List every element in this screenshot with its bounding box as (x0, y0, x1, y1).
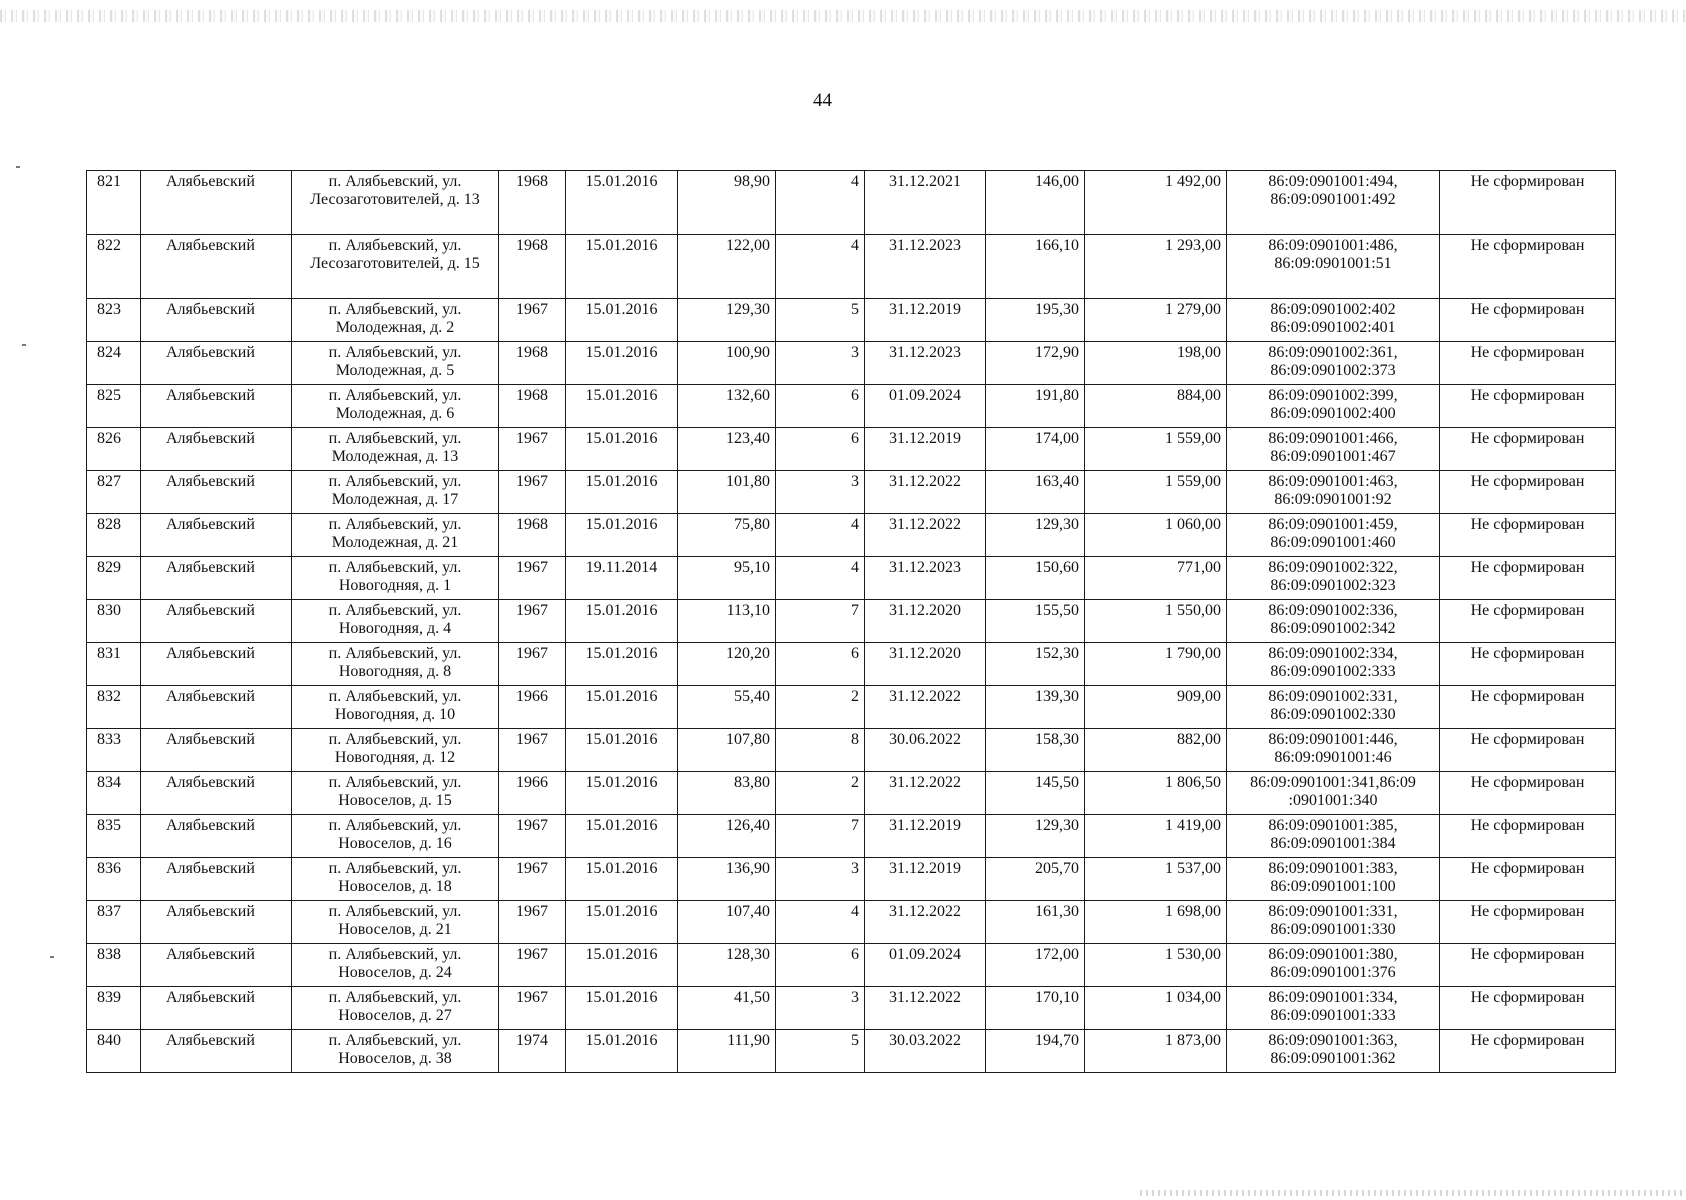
cell-address: п. Алябьевский, ул. Новоселов, д. 15 (292, 772, 499, 815)
cell-number: 823 (87, 299, 141, 342)
cell-date-planned: 31.12.2022 (865, 772, 986, 815)
cell-count: 7 (776, 815, 865, 858)
cell-cadastral: 86:09:0901002:361, 86:09:0901002:373 (1227, 342, 1440, 385)
cell-settlement: Алябьевский (141, 600, 292, 643)
cell-date-inspection: 15.01.2016 (566, 1030, 678, 1073)
cell-value-1: 195,30 (986, 299, 1085, 342)
cell-date-inspection: 15.01.2016 (566, 901, 678, 944)
cell-cadastral: 86:09:0901001:385, 86:09:0901001:384 (1227, 815, 1440, 858)
cell-status: Не сформирован (1440, 514, 1616, 557)
table-row (87, 1030, 1616, 1073)
table-body (87, 171, 1616, 1073)
cell-count: 8 (776, 729, 865, 772)
cell-cadastral: 86:09:0901001:463, 86:09:0901001:92 (1227, 471, 1440, 514)
cell-settlement: Алябьевский (141, 643, 292, 686)
cell-status: Не сформирован (1440, 171, 1616, 235)
cell-area: 120,20 (678, 643, 776, 686)
cell-count: 4 (776, 235, 865, 299)
cell-value-2: 1 537,00 (1085, 858, 1227, 901)
cell-date-inspection: 15.01.2016 (566, 342, 678, 385)
scan-noise-bottom (1140, 1190, 1686, 1196)
table-row (87, 987, 1616, 1030)
cell-year: 1967 (499, 729, 566, 772)
cell-year: 1968 (499, 235, 566, 299)
cell-date-planned: 31.12.2019 (865, 858, 986, 901)
cell-date-planned: 31.12.2022 (865, 901, 986, 944)
cell-year: 1967 (499, 858, 566, 901)
cell-value-1: 205,70 (986, 858, 1085, 901)
cell-status: Не сформирован (1440, 1030, 1616, 1073)
cell-value-1: 145,50 (986, 772, 1085, 815)
cell-year: 1968 (499, 514, 566, 557)
cell-area: 111,90 (678, 1030, 776, 1073)
cell-settlement: Алябьевский (141, 772, 292, 815)
cell-cadastral: 86:09:0901002:322, 86:09:0901002:323 (1227, 557, 1440, 600)
cell-year: 1967 (499, 299, 566, 342)
table-row (87, 299, 1616, 342)
cell-value-1: 194,70 (986, 1030, 1085, 1073)
cell-count: 3 (776, 342, 865, 385)
cell-address: п. Алябьевский, ул. Молодежная, д. 6 (292, 385, 499, 428)
cell-settlement: Алябьевский (141, 686, 292, 729)
cell-value-1: 152,30 (986, 643, 1085, 686)
table-row (87, 235, 1616, 299)
cell-cadastral: 86:09:0901001:383, 86:09:0901001:100 (1227, 858, 1440, 901)
cell-date-planned: 31.12.2023 (865, 342, 986, 385)
margin-mark (50, 956, 54, 958)
cell-status: Не сформирован (1440, 428, 1616, 471)
cell-settlement: Алябьевский (141, 299, 292, 342)
cell-date-planned: 31.12.2022 (865, 987, 986, 1030)
cell-count: 6 (776, 428, 865, 471)
cell-date-inspection: 15.01.2016 (566, 385, 678, 428)
table-row (87, 428, 1616, 471)
cell-address: п. Алябьевский, ул. Молодежная, д. 17 (292, 471, 499, 514)
cell-number: 831 (87, 643, 141, 686)
cell-number: 840 (87, 1030, 141, 1073)
cell-area: 55,40 (678, 686, 776, 729)
table-row (87, 514, 1616, 557)
cell-settlement: Алябьевский (141, 729, 292, 772)
cell-value-1: 158,30 (986, 729, 1085, 772)
cell-settlement: Алябьевский (141, 342, 292, 385)
cell-number: 837 (87, 901, 141, 944)
cell-value-1: 172,90 (986, 342, 1085, 385)
cell-status: Не сформирован (1440, 385, 1616, 428)
cell-address: п. Алябьевский, ул. Новоселов, д. 38 (292, 1030, 499, 1073)
cell-number: 828 (87, 514, 141, 557)
cell-status: Не сформирован (1440, 643, 1616, 686)
cell-date-inspection: 15.01.2016 (566, 235, 678, 299)
cell-number: 830 (87, 600, 141, 643)
cell-cadastral: 86:09:0901001:446, 86:09:0901001:46 (1227, 729, 1440, 772)
cell-value-2: 1 034,00 (1085, 987, 1227, 1030)
cell-count: 5 (776, 299, 865, 342)
cell-status: Не сформирован (1440, 987, 1616, 1030)
cell-area: 126,40 (678, 815, 776, 858)
table-row (87, 600, 1616, 643)
page-number: 44 (813, 90, 832, 111)
cell-number: 839 (87, 987, 141, 1030)
cell-settlement: Алябьевский (141, 235, 292, 299)
cell-count: 3 (776, 858, 865, 901)
cell-status: Не сформирован (1440, 557, 1616, 600)
cell-value-1: 174,00 (986, 428, 1085, 471)
table-row (87, 772, 1616, 815)
cell-date-inspection: 15.01.2016 (566, 514, 678, 557)
cell-count: 6 (776, 643, 865, 686)
table-row (87, 643, 1616, 686)
cell-count: 2 (776, 772, 865, 815)
table-row (87, 557, 1616, 600)
cell-date-inspection: 15.01.2016 (566, 471, 678, 514)
cell-date-inspection: 15.01.2016 (566, 815, 678, 858)
cell-area: 122,00 (678, 235, 776, 299)
cell-address: п. Алябьевский, ул. Лесозаготовителей, д. 15 (292, 235, 499, 299)
cell-date-inspection: 15.01.2016 (566, 987, 678, 1030)
cell-date-planned: 31.12.2021 (865, 171, 986, 235)
cell-value-2: 1 698,00 (1085, 901, 1227, 944)
cell-number: 822 (87, 235, 141, 299)
cell-settlement: Алябьевский (141, 385, 292, 428)
cell-count: 5 (776, 1030, 865, 1073)
cell-date-inspection: 15.01.2016 (566, 171, 678, 235)
table-row (87, 342, 1616, 385)
cell-settlement: Алябьевский (141, 987, 292, 1030)
cell-address: п. Алябьевский, ул. Молодежная, д. 13 (292, 428, 499, 471)
cell-value-2: 1 419,00 (1085, 815, 1227, 858)
cell-cadastral: 86:09:0901001:380, 86:09:0901001:376 (1227, 944, 1440, 987)
cell-year: 1967 (499, 901, 566, 944)
cell-settlement: Алябьевский (141, 514, 292, 557)
cell-area: 41,50 (678, 987, 776, 1030)
cell-status: Не сформирован (1440, 235, 1616, 299)
cell-status: Не сформирован (1440, 858, 1616, 901)
cell-number: 829 (87, 557, 141, 600)
cell-status: Не сформирован (1440, 772, 1616, 815)
cell-area: 128,30 (678, 944, 776, 987)
cell-area: 107,40 (678, 901, 776, 944)
cell-year: 1967 (499, 987, 566, 1030)
cell-status: Не сформирован (1440, 944, 1616, 987)
cell-settlement: Алябьевский (141, 858, 292, 901)
cell-cadastral: 86:09:0901001:334, 86:09:0901001:333 (1227, 987, 1440, 1030)
cell-cadastral: 86:09:0901001:494, 86:09:0901001:492 (1227, 171, 1440, 235)
cell-value-2: 1 873,00 (1085, 1030, 1227, 1073)
cell-date-planned: 01.09.2024 (865, 944, 986, 987)
cell-settlement: Алябьевский (141, 1030, 292, 1073)
cell-area: 95,10 (678, 557, 776, 600)
cell-area: 113,10 (678, 600, 776, 643)
cell-value-1: 129,30 (986, 514, 1085, 557)
cell-status: Не сформирован (1440, 686, 1616, 729)
cell-year: 1966 (499, 772, 566, 815)
cell-status: Не сформирован (1440, 299, 1616, 342)
cell-cadastral: 86:09:0901001:331, 86:09:0901001:330 (1227, 901, 1440, 944)
cell-settlement: Алябьевский (141, 901, 292, 944)
cell-count: 4 (776, 557, 865, 600)
cell-date-inspection: 15.01.2016 (566, 643, 678, 686)
cell-value-2: 884,00 (1085, 385, 1227, 428)
cell-area: 136,90 (678, 858, 776, 901)
cell-number: 832 (87, 686, 141, 729)
cell-cadastral: 86:09:0901002:331, 86:09:0901002:330 (1227, 686, 1440, 729)
cell-value-2: 1 559,00 (1085, 471, 1227, 514)
cell-date-planned: 31.12.2023 (865, 557, 986, 600)
cell-status: Не сформирован (1440, 471, 1616, 514)
cell-date-planned: 31.12.2022 (865, 471, 986, 514)
cell-settlement: Алябьевский (141, 171, 292, 235)
scan-noise-top (0, 10, 1686, 22)
cell-year: 1967 (499, 643, 566, 686)
cell-value-2: 1 806,50 (1085, 772, 1227, 815)
cell-area: 98,90 (678, 171, 776, 235)
cell-address: п. Алябьевский, ул. Молодежная, д. 5 (292, 342, 499, 385)
cell-area: 107,80 (678, 729, 776, 772)
cell-count: 3 (776, 471, 865, 514)
cell-date-planned: 31.12.2022 (865, 514, 986, 557)
cell-date-inspection: 19.11.2014 (566, 557, 678, 600)
table-row (87, 901, 1616, 944)
cell-settlement: Алябьевский (141, 428, 292, 471)
cell-value-2: 1 492,00 (1085, 171, 1227, 235)
cell-address: п. Алябьевский, ул. Лесозаготовителей, д. 13 (292, 171, 499, 235)
cell-value-1: 170,10 (986, 987, 1085, 1030)
cell-count: 2 (776, 686, 865, 729)
cell-number: 838 (87, 944, 141, 987)
cell-settlement: Алябьевский (141, 815, 292, 858)
cell-year: 1968 (499, 385, 566, 428)
cell-address: п. Алябьевский, ул. Новоселов, д. 16 (292, 815, 499, 858)
cell-address: п. Алябьевский, ул. Молодежная, д. 21 (292, 514, 499, 557)
cell-cadastral: 86:09:0901002:402 86:09:0901002:401 (1227, 299, 1440, 342)
cell-address: п. Алябьевский, ул. Новогодняя, д. 8 (292, 643, 499, 686)
cell-date-planned: 31.12.2023 (865, 235, 986, 299)
cell-status: Не сформирован (1440, 729, 1616, 772)
cell-count: 6 (776, 385, 865, 428)
cell-date-planned: 01.09.2024 (865, 385, 986, 428)
cell-count: 7 (776, 600, 865, 643)
cell-count: 3 (776, 987, 865, 1030)
cell-number: 826 (87, 428, 141, 471)
cell-date-inspection: 15.01.2016 (566, 428, 678, 471)
cell-address: п. Алябьевский, ул. Новоселов, д. 24 (292, 944, 499, 987)
cell-value-2: 909,00 (1085, 686, 1227, 729)
cell-value-2: 1 559,00 (1085, 428, 1227, 471)
cell-number: 821 (87, 171, 141, 235)
cell-number: 824 (87, 342, 141, 385)
cell-date-inspection: 15.01.2016 (566, 600, 678, 643)
cell-date-planned: 31.12.2019 (865, 299, 986, 342)
table-row (87, 944, 1616, 987)
cell-settlement: Алябьевский (141, 471, 292, 514)
cell-value-1: 166,10 (986, 235, 1085, 299)
cell-value-1: 129,30 (986, 815, 1085, 858)
cell-address: п. Алябьевский, ул. Новогодняя, д. 1 (292, 557, 499, 600)
cell-area: 83,80 (678, 772, 776, 815)
cell-area: 100,90 (678, 342, 776, 385)
cell-year: 1974 (499, 1030, 566, 1073)
cell-cadastral: 86:09:0901001:341,86:09 :0901001:340 (1227, 772, 1440, 815)
cell-cadastral: 86:09:0901001:466, 86:09:0901001:467 (1227, 428, 1440, 471)
cell-date-planned: 30.06.2022 (865, 729, 986, 772)
cell-date-inspection: 15.01.2016 (566, 944, 678, 987)
cell-settlement: Алябьевский (141, 557, 292, 600)
cell-year: 1966 (499, 686, 566, 729)
cell-address: п. Алябьевский, ул. Новоселов, д. 21 (292, 901, 499, 944)
cell-cadastral: 86:09:0901002:399, 86:09:0901002:400 (1227, 385, 1440, 428)
cell-cadastral: 86:09:0901001:459, 86:09:0901001:460 (1227, 514, 1440, 557)
cell-value-1: 146,00 (986, 171, 1085, 235)
cell-date-planned: 30.03.2022 (865, 1030, 986, 1073)
cell-date-inspection: 15.01.2016 (566, 299, 678, 342)
cell-number: 827 (87, 471, 141, 514)
cell-value-1: 191,80 (986, 385, 1085, 428)
cell-year: 1967 (499, 557, 566, 600)
cell-value-1: 150,60 (986, 557, 1085, 600)
margin-mark (22, 344, 26, 346)
cell-count: 4 (776, 901, 865, 944)
cell-address: п. Алябьевский, ул. Новоселов, д. 27 (292, 987, 499, 1030)
cell-year: 1968 (499, 171, 566, 235)
cell-year: 1968 (499, 342, 566, 385)
table-row (87, 815, 1616, 858)
cell-value-1: 172,00 (986, 944, 1085, 987)
cell-cadastral: 86:09:0901001:363, 86:09:0901001:362 (1227, 1030, 1440, 1073)
cell-settlement: Алябьевский (141, 944, 292, 987)
cell-number: 825 (87, 385, 141, 428)
cell-number: 833 (87, 729, 141, 772)
cell-count: 6 (776, 944, 865, 987)
cell-cadastral: 86:09:0901001:486, 86:09:0901001:51 (1227, 235, 1440, 299)
cell-date-inspection: 15.01.2016 (566, 858, 678, 901)
cell-area: 123,40 (678, 428, 776, 471)
cell-status: Не сформирован (1440, 815, 1616, 858)
cell-value-1: 139,30 (986, 686, 1085, 729)
table-row (87, 858, 1616, 901)
margin-mark (16, 166, 20, 168)
cell-cadastral: 86:09:0901002:336, 86:09:0901002:342 (1227, 600, 1440, 643)
cell-value-2: 198,00 (1085, 342, 1227, 385)
table-row (87, 686, 1616, 729)
cell-value-2: 1 550,00 (1085, 600, 1227, 643)
cell-value-1: 161,30 (986, 901, 1085, 944)
cell-value-2: 1 279,00 (1085, 299, 1227, 342)
cell-year: 1967 (499, 471, 566, 514)
cell-value-2: 1 790,00 (1085, 643, 1227, 686)
cell-area: 101,80 (678, 471, 776, 514)
cell-year: 1967 (499, 944, 566, 987)
housing-table (86, 170, 1616, 1073)
table-row (87, 385, 1616, 428)
cell-value-1: 163,40 (986, 471, 1085, 514)
cell-address: п. Алябьевский, ул. Новоселов, д. 18 (292, 858, 499, 901)
cell-value-2: 1 530,00 (1085, 944, 1227, 987)
cell-date-planned: 31.12.2022 (865, 686, 986, 729)
cell-count: 4 (776, 171, 865, 235)
table-row (87, 729, 1616, 772)
cell-date-planned: 31.12.2019 (865, 815, 986, 858)
cell-status: Не сформирован (1440, 901, 1616, 944)
cell-status: Не сформирован (1440, 342, 1616, 385)
cell-year: 1967 (499, 600, 566, 643)
cell-value-2: 771,00 (1085, 557, 1227, 600)
cell-date-planned: 31.12.2020 (865, 600, 986, 643)
cell-number: 834 (87, 772, 141, 815)
cell-date-inspection: 15.01.2016 (566, 729, 678, 772)
cell-area: 75,80 (678, 514, 776, 557)
cell-address: п. Алябьевский, ул. Новогодняя, д. 4 (292, 600, 499, 643)
cell-year: 1967 (499, 815, 566, 858)
cell-value-1: 155,50 (986, 600, 1085, 643)
cell-value-2: 1 060,00 (1085, 514, 1227, 557)
cell-address: п. Алябьевский, ул. Новогодняя, д. 10 (292, 686, 499, 729)
cell-area: 132,60 (678, 385, 776, 428)
cell-date-inspection: 15.01.2016 (566, 772, 678, 815)
cell-cadastral: 86:09:0901002:334, 86:09:0901002:333 (1227, 643, 1440, 686)
table-row (87, 171, 1616, 235)
cell-number: 836 (87, 858, 141, 901)
cell-date-planned: 31.12.2020 (865, 643, 986, 686)
table-row (87, 471, 1616, 514)
cell-value-2: 882,00 (1085, 729, 1227, 772)
cell-count: 4 (776, 514, 865, 557)
cell-address: п. Алябьевский, ул. Молодежная, д. 2 (292, 299, 499, 342)
cell-value-2: 1 293,00 (1085, 235, 1227, 299)
cell-area: 129,30 (678, 299, 776, 342)
cell-date-inspection: 15.01.2016 (566, 686, 678, 729)
cell-number: 835 (87, 815, 141, 858)
cell-date-planned: 31.12.2019 (865, 428, 986, 471)
cell-year: 1967 (499, 428, 566, 471)
cell-address: п. Алябьевский, ул. Новогодняя, д. 12 (292, 729, 499, 772)
cell-status: Не сформирован (1440, 600, 1616, 643)
